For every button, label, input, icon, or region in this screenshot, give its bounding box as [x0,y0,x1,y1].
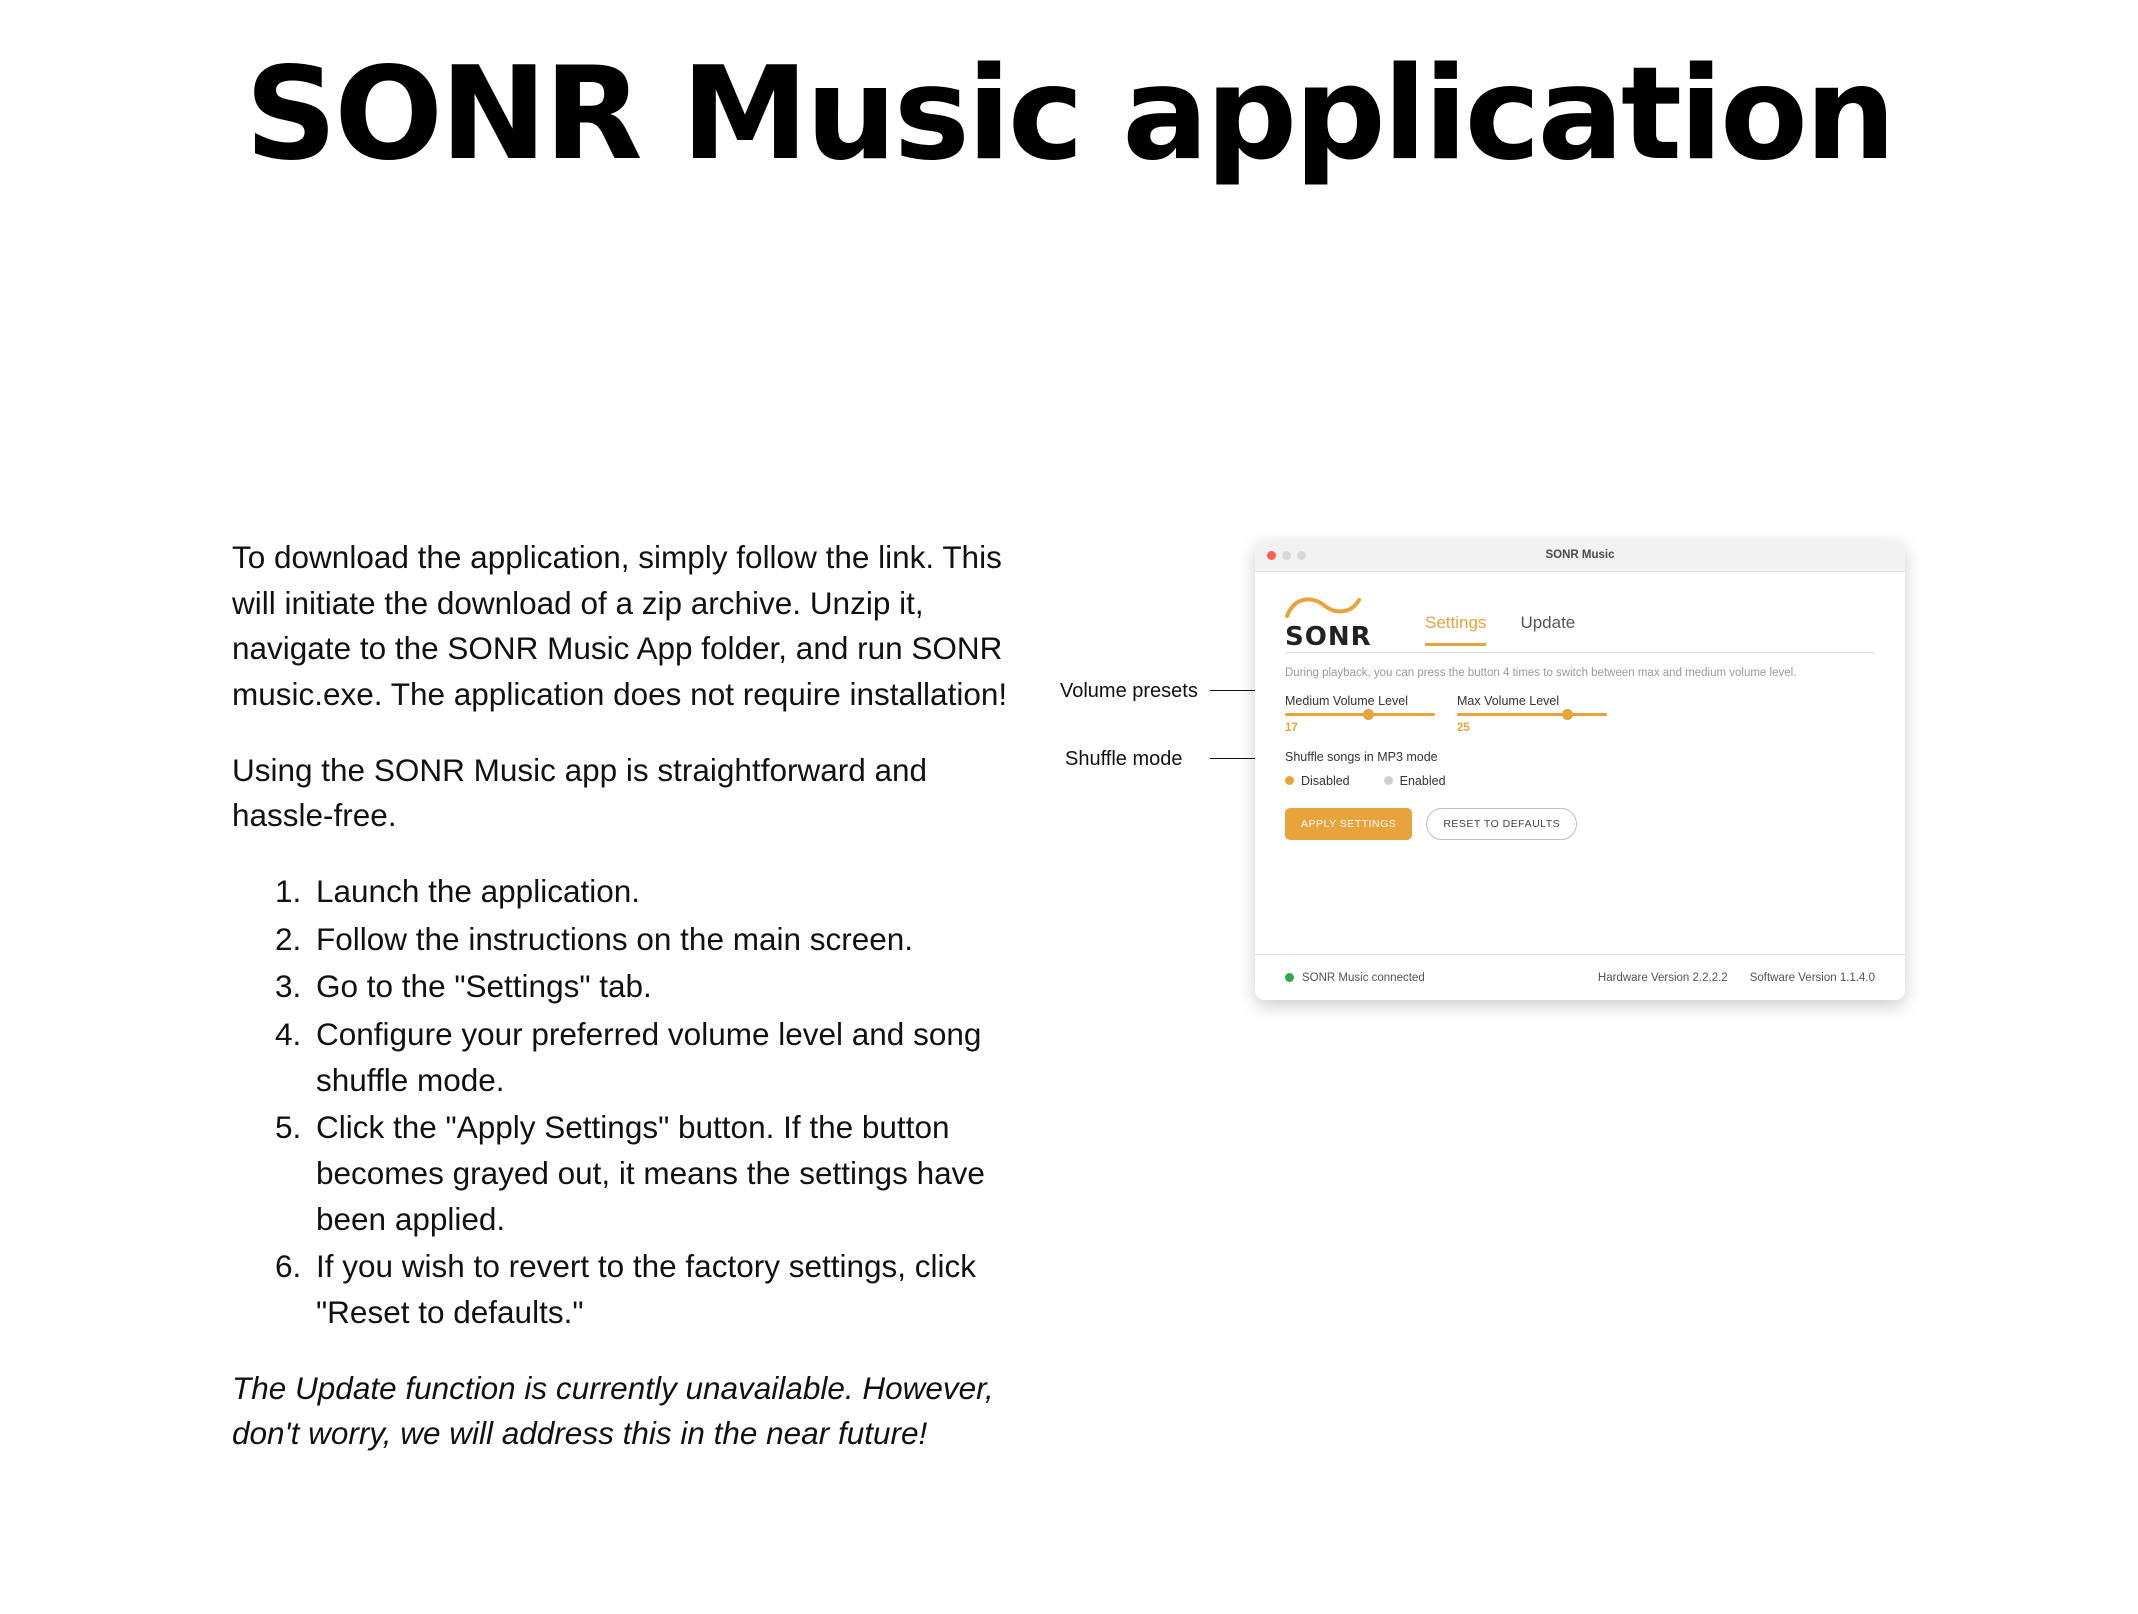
max-volume-value: 25 [1457,721,1470,734]
connection-status-label: SONR Music connected [1302,971,1425,984]
max-volume-label: Max Volume Level [1457,693,1560,708]
closing-paragraph: The Update function is currently unavailable. However, don't worry, we will address this in the near future! [232,1369,994,1452]
slider-knob[interactable] [1562,709,1573,720]
list-item: 4. Configure your preferred volume level and song shuffle mode. [310,1012,1037,1103]
max-volume-preset [1457,694,1607,734]
volume-presets-row [1285,694,1875,734]
slider-knob[interactable] [1363,709,1374,720]
annotation-shuffle-mode: Shuffle mode [1065,748,1183,770]
connection-status-icon [1285,973,1294,982]
sonr-logo [1285,594,1391,652]
window-titlebar [1255,540,1905,572]
version-info [1598,972,1875,984]
header-divider [1285,652,1875,653]
steps-list [232,869,1037,1336]
software-version: Software Version 1.1.4.0 [1749,971,1875,984]
list-item: 2. Follow the instructions on the main screen. [310,917,1037,963]
max-volume-slider[interactable] [1457,713,1607,716]
tab-update[interactable]: Update [1520,613,1576,632]
medium-volume-value: 17 [1285,721,1298,734]
medium-volume-label: Medium Volume Level [1285,693,1408,708]
window-content [1255,572,1905,1000]
app-screenshot-figure [1060,520,2020,1020]
playback-hint: During playback, you can press the button 4 times to switch between max and medium volume level. [1285,667,1797,679]
list-item: 6. If you wish to revert to the factory settings, click "Reset to defaults." [310,1244,1037,1335]
page-title: SONR Music application [245,40,1893,189]
app-tabs [1425,613,1575,652]
medium-volume-preset [1285,694,1435,734]
action-buttons [1285,808,1875,840]
list-item: 5. Click the "Apply Settings" button. If the button becomes grayed out, it means the settings have been applied. [310,1105,1037,1242]
shuffle-enabled-label: Enabled [1399,773,1446,788]
reset-to-defaults-button[interactable]: RESET TO DEFAULTS [1426,808,1577,840]
shuffle-option-enabled[interactable] [1384,774,1446,788]
shuffle-options [1285,774,1875,788]
medium-volume-slider[interactable] [1285,713,1435,716]
sonr-music-window [1255,540,1905,1000]
wave-icon [1285,594,1365,620]
window-title: SONR Music [1545,549,1615,561]
shuffle-disabled-label: Disabled [1301,773,1350,788]
intro-paragraph: To download the application, simply follow the link. This will initiate the download of a zip archive. Unzip it, navigate to the SONR Music App folder, and run SONR music.exe. The application does not require installation! [232,539,1008,713]
app-footer [1255,954,1905,1000]
article-body [232,535,1037,1457]
annotation-volume-presets: Volume presets [1060,680,1198,702]
hardware-version: Hardware Version 2.2.2.2 [1597,971,1728,984]
shuffle-label: Shuffle songs in MP3 mode [1285,749,1438,764]
second-paragraph: Using the SONR Music app is straightforward and hassle-free. [232,751,928,834]
list-item: 1. Launch the application. [310,869,1037,915]
list-item: 3. Go to the "Settings" tab. [310,964,1037,1010]
radio-icon [1285,776,1294,785]
radio-icon [1384,776,1393,785]
app-header [1255,572,1905,652]
tab-settings[interactable]: Settings [1425,613,1486,646]
apply-settings-button[interactable]: APPLY SETTINGS [1285,808,1412,840]
settings-controls [1285,694,1875,840]
logo-text: SONR [1285,622,1372,652]
shuffle-option-disabled[interactable] [1285,774,1350,788]
